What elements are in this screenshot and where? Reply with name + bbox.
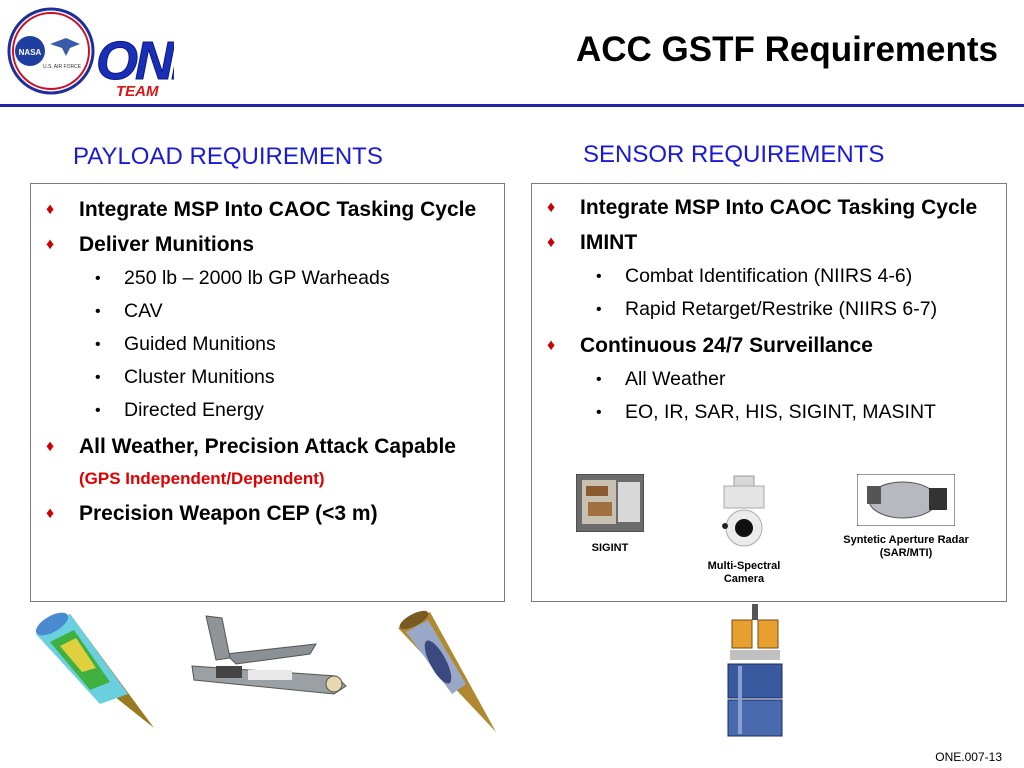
gps-note: (GPS Independent/Dependent) <box>79 469 325 488</box>
list-item: ♦ Deliver Munitions • 250 lb – 2000 lb GP Warheads • CAV • Guided Munitions • Cluster Munitions • Directed Energy <box>31 229 501 427</box>
dot-bullet-icon: • <box>596 268 602 285</box>
payload-requirements-box <box>30 183 505 602</box>
directed-energy-cone-image <box>396 610 504 734</box>
multi-spectral-camera-image <box>710 472 778 552</box>
slide-title: ACC GSTF Requirements <box>576 30 998 69</box>
sigint-caption: SIGINT <box>591 542 629 554</box>
dot-bullet-icon: • <box>95 369 101 386</box>
list-item: ♦ Continuous 24/7 Surveillance • All Weather • EO, IR, SAR, HIS, SIGINT, MASINT <box>532 330 1002 429</box>
dot-bullet-icon: • <box>596 404 602 421</box>
sub-list-item: • Cluster Munitions <box>31 361 501 394</box>
list-item: ♦ Precision Weapon CEP (<3 m) <box>31 498 501 529</box>
sub-list <box>580 363 1002 429</box>
diamond-bullet-icon: ♦ <box>46 438 55 455</box>
sub-list-item: • Rapid Retarget/Restrike (NIIRS 6-7) <box>532 293 1002 326</box>
cav-cone-image <box>30 612 160 734</box>
dot-bullet-icon: • <box>596 301 602 318</box>
sub-list-item: • Directed Energy <box>31 394 501 427</box>
svg-text:U.S. AIR FORCE: U.S. AIR FORCE <box>42 64 82 70</box>
sigint-image <box>576 474 644 532</box>
diamond-bullet-icon: ♦ <box>46 201 55 218</box>
dot-bullet-icon: • <box>95 303 101 320</box>
sub-list-item: • Guided Munitions <box>31 328 501 361</box>
sensor-requirements-box <box>531 183 1007 602</box>
dot-bullet-icon: • <box>95 270 101 287</box>
payload-list <box>31 190 501 529</box>
sub-list-item: • 250 lb – 2000 lb GP Warheads <box>31 262 501 295</box>
diamond-bullet-icon: ♦ <box>46 236 55 253</box>
dot-bullet-icon: • <box>95 402 101 419</box>
satellite-bus-image <box>726 604 784 738</box>
sub-list <box>79 262 501 427</box>
list-item: ♦ IMINT • Combat Identification (NIIRS 4-6) • Rapid Retarget/Restrike (NIIRS 6-7) <box>532 227 1002 326</box>
svg-text:ONE: ON <box>96 31 171 91</box>
sub-list-item: • CAV <box>31 295 501 328</box>
diamond-bullet-icon: ♦ <box>46 505 55 522</box>
svg-text:TEAM: TEAM <box>116 83 159 100</box>
camera-caption: Multi-Spectral Camera <box>707 560 781 585</box>
dot-bullet-icon: • <box>596 371 602 388</box>
sensor-list <box>532 188 1002 431</box>
sensor-heading: SENSOR REQUIREMENTS <box>583 141 885 168</box>
diamond-bullet-icon: ♦ <box>547 234 556 251</box>
slide-id: ONE.007-13 <box>935 750 1002 764</box>
dot-bullet-icon: • <box>95 336 101 353</box>
list-item: ♦ All Weather, Precision Attack Capable (GPS Independent/Dependent) <box>31 431 501 494</box>
one-team-logo <box>4 4 174 100</box>
list-item: ♦ Integrate MSP Into CAOC Tasking Cycle <box>532 192 1002 223</box>
sub-list-item: • All Weather <box>532 363 1002 396</box>
sar-radar-image <box>857 474 955 526</box>
sub-list-item: • EO, IR, SAR, HIS, SIGINT, MASINT <box>532 396 1002 429</box>
header-rule <box>0 104 1024 107</box>
sub-list <box>580 260 1002 326</box>
diamond-bullet-icon: ♦ <box>547 337 556 354</box>
svg-text:NASA: NASA <box>18 48 42 57</box>
sub-list-item: • Combat Identification (NIIRS 4-6) <box>532 260 1002 293</box>
payload-heading: PAYLOAD REQUIREMENTS <box>73 143 383 170</box>
list-item: ♦ Integrate MSP Into CAOC Tasking Cycle <box>31 194 501 225</box>
sar-caption: Syntetic Aperture Radar (SAR/MTI) <box>843 534 969 559</box>
diamond-bullet-icon: ♦ <box>547 199 556 216</box>
guided-munition-image <box>186 614 350 704</box>
